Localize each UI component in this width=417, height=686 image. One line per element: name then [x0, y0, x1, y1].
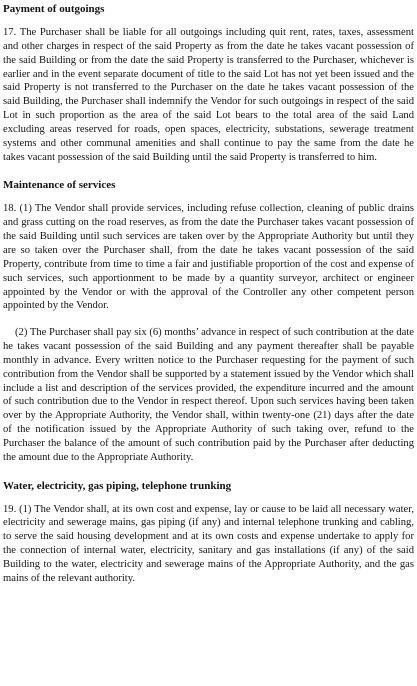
section-heading-water-electricity-gas: Water, electricity, gas piping, telephone trunking: [3, 479, 232, 492]
clause-18-1-paragraph: 18. (1) The Vendor shall provide services, including refuse collection, cleaning of public drains and grass cutting on the road reserves, as from the date the Purchaser takes vacant possession of the said Building until such services are taken over by the Appropriate Authority but until they are so taken over the Purchaser shall, from the date he takes vacant possession of the said Property, contribute from time to time a fair and justifiable proportion of the cost and expense of such services, such apportionment to be made by a quantity surveyor, architect or engineer appointed by the Vendor or with the approval of the Controller any other competent person appointed by the Vendor.: [3, 203, 414, 312]
clause-17-paragraph: 17. The Purchaser shall be liable for all outgoings including quit rent, rates, taxes, assessment and other charges in respect of the said Property as from the date he takes vacant possession of the said Building or from the date the said Property is transferred to the Purchaser, whichever is earlier and in the event separate document of title to the said Lot has not yet been issued and the said Property is not transferred to the Purchaser on the date he takes vacant possession of the said Building, the Purchaser shall indemnify the Vendor for such outgoings in respect of the said Lot in such proportion as the area of the said Lot bears to the total area of the said Land excluding areas reserved for roads, open spaces, electricity, substations, sewerage treatment systems and other communal amenities and shall continue to pay the same from the date he takes vacant possession of the said Building until the said Property is transferred to him.: [3, 27, 414, 163]
section-heading-maintenance-of-services: Maintenance of services: [3, 179, 116, 192]
clause-19-1-paragraph: 19. (1) The Vendor shall, at its own cost and expense, lay or cause to be laid all necessary water, electricity and sewerage mains, gas piping (if any) and internal telephone trunking and cabling, to serve the said housing development and at its own costs and expense undertake to apply for the connection of internal water, electricity, sanitary and gas installations (if any) of the said Building to the water, electricity and sewerage mains of the Appropriate Authority, and the gas mains of the relevant authority.: [3, 503, 414, 584]
section-heading-payment-of-outgoings: Payment of outgoings: [3, 3, 105, 15]
clause-18-2-paragraph: (2) The Purchaser shall pay six (6) months’ advance in respect of such contribution at the date he takes vacant possession of the said Building and any payment thereafter shall be payable monthly in advance. Every written notice to the Purchaser requesting for the payment of such contribution from the Vendor shall be supported by a statement issued by the Vendor which shall include a list and description of the services provided, the expenditure incurred and the amount of such contribution due to the Vendor in respect thereof. Upon such services having been taken over by the Appropriate Authority, the Vendor shall, within twenty-one (21) days after the date of the notification issued by the Appropriate Authority of such taking over, refund to the Purchaser the balance of the amount of such contribution paid by the Purchaser after deducting the amount due to the Appropriate Authority.: [3, 327, 414, 463]
